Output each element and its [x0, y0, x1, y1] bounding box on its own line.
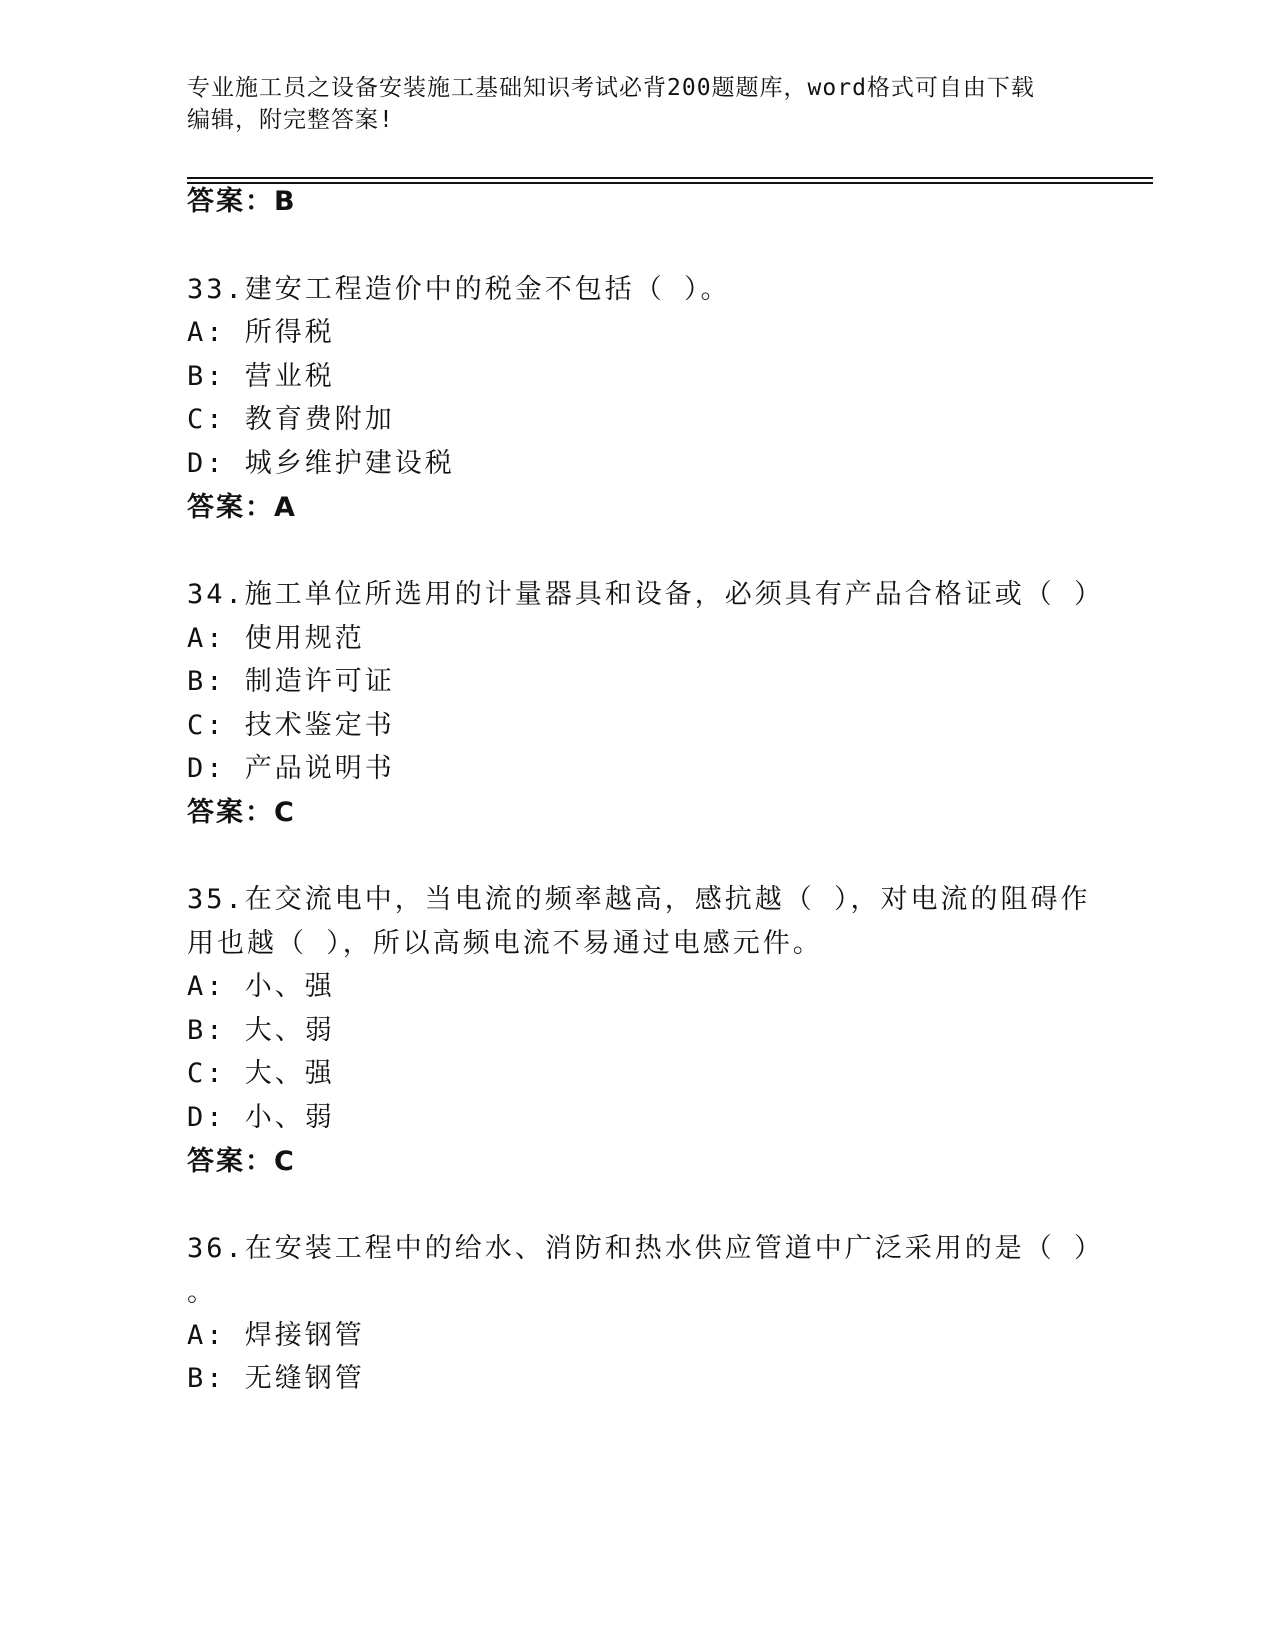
question-35-text-line-2: 用也越（ ），所以高频电流不易通过电感元件。 [187, 928, 823, 959]
question-35-text-line-1: 35.在交流电中，当电流的频率越高，感抗越（ ），对电流的阻碍作 [187, 884, 1091, 915]
question-35-option-c: C: 大、强 [187, 1058, 335, 1089]
header-divider-bottom [187, 182, 1153, 184]
document-header [187, 72, 1087, 136]
question-34-text: 34.施工单位所选用的计量器具和设备，必须具有产品合格证或（ ） [187, 579, 1105, 610]
question-34-option-a: A: 使用规范 [187, 623, 365, 654]
header-title-line-2: 编辑，附完整答案! [187, 107, 394, 133]
question-34-answer: 答案：C [187, 797, 296, 828]
question-36-option-a: A: 焊接钢管 [187, 1320, 365, 1351]
question-36-text-line-1: 36.在安装工程中的给水、消防和热水供应管道中广泛采用的是（ ） [187, 1233, 1105, 1264]
question-35-option-a: A: 小、强 [187, 971, 335, 1002]
question-34-option-d: D: 产品说明书 [187, 753, 395, 784]
question-36-text-line-2: 。 [187, 1277, 217, 1308]
header-title-line-1: 专业施工员之设备安装施工基础知识考试必背200题题库，word格式可自由下载 [187, 75, 1035, 101]
header-divider-top [187, 177, 1153, 179]
question-33-option-d: D: 城乡维护建设税 [187, 448, 455, 479]
question-33-text: 33.建安工程造价中的税金不包括（ ）。 [187, 274, 731, 305]
question-35-option-d: D: 小、弱 [187, 1102, 335, 1133]
question-35-option-b: B: 大、弱 [187, 1015, 335, 1046]
question-34-option-b: B: 制造许可证 [187, 666, 395, 697]
question-35-answer: 答案：C [187, 1146, 296, 1177]
question-33-answer: 答案：A [187, 492, 297, 523]
question-34-option-c: C: 技术鉴定书 [187, 710, 395, 741]
question-33-option-c: C: 教育费附加 [187, 404, 395, 435]
previous-answer: 答案：B [187, 186, 297, 217]
question-33-option-b: B: 营业税 [187, 361, 335, 392]
question-33-option-a: A: 所得税 [187, 317, 335, 348]
question-36-option-b: B: 无缝钢管 [187, 1363, 365, 1394]
